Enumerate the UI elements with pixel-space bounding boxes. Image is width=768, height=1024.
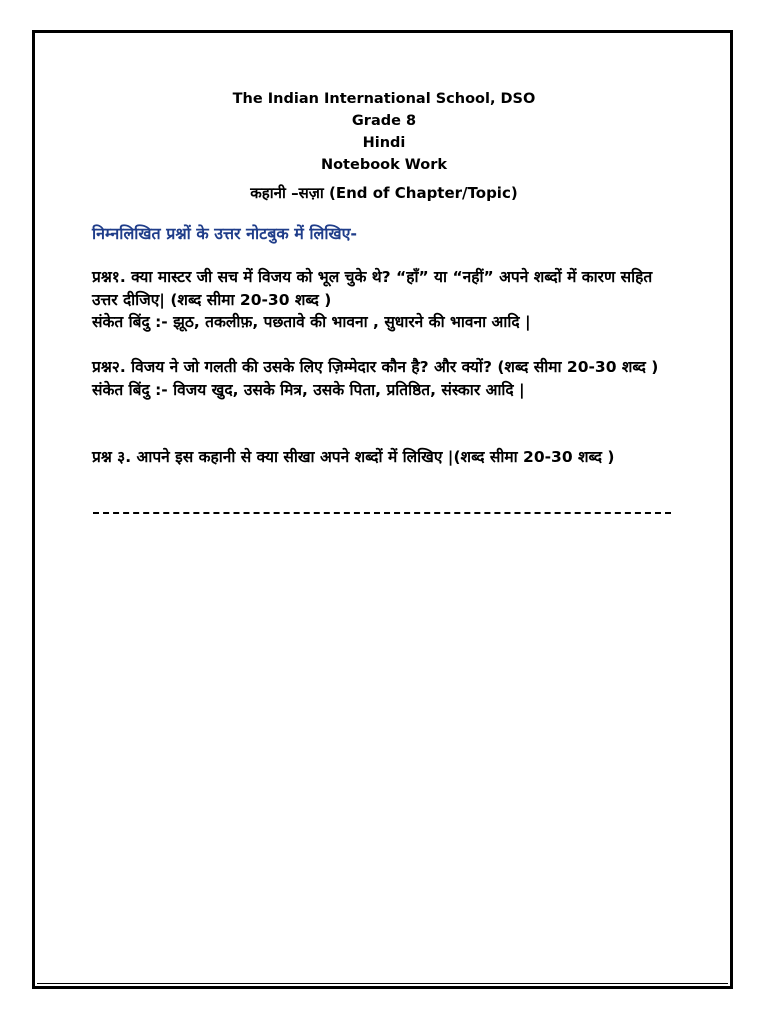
question-2 (92, 356, 682, 401)
question-3 (92, 446, 682, 469)
grade-label: Grade 8 (351, 113, 417, 129)
work-type-label: Notebook Work (320, 157, 448, 173)
subject-label: Hindi (362, 135, 406, 151)
school-name: The Indian International School, DSO (232, 91, 536, 107)
instruction-text: निम्नलिखित प्रश्नों के उत्तर नोटबुक में लिखिए- (92, 224, 358, 243)
question-3-text: प्रश्न ३. आपने इस कहानी से क्या सीखा अपने शब्दों में लिखिए |(शब्द सीमा 20-30 शब्द ) (92, 448, 615, 466)
question-1-text: प्रश्न१. क्या मास्टर जी सच में विजय को भूल चुके थे? “हाँ” या “नहीं” अपने शब्दों में कारण सहित उत्तर दीजिए| (शब्द सीमा 20-30 शब्द ) (92, 268, 653, 309)
question-2-hint: संकेत बिंदु :- विजय खुद, उसके मित्र, उसके पिता, प्रतिष्ठित, संस्कार आदि | (92, 380, 525, 399)
dashed-separator (93, 512, 671, 514)
question-1-hint: संकेत बिंदु :- झूठ, तकलीफ़, पछतावे की भावना , सुधारने की भावना आदि | (92, 313, 531, 331)
document-header (0, 88, 768, 204)
question-2-text: प्रश्न२. विजय ने जो गलती की उसके लिए ज़िम्मेदार कौन है? और क्यों? (शब्द सीमा 20-30 शब्द ) (92, 358, 659, 376)
chapter-title: कहानी –सज़ा (End of Chapter/Topic) (250, 184, 518, 202)
question-1 (92, 266, 682, 334)
